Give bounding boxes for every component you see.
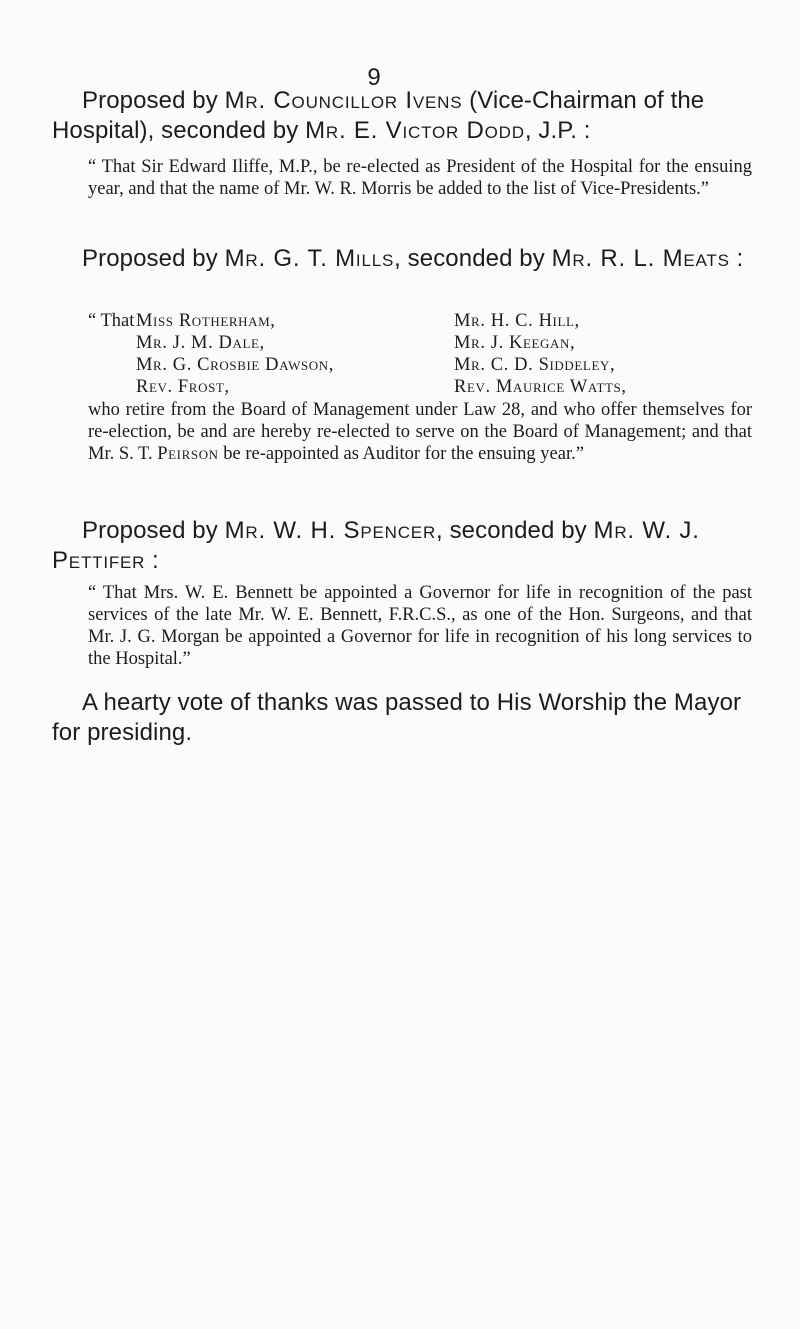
name-item: Rev. Frost,: [136, 377, 230, 397]
name-item: Rev. Maurice Watts,: [454, 377, 627, 397]
quote-open: “ That: [88, 311, 135, 331]
name-item: Mr. J. Keegan,: [454, 333, 576, 353]
lead-suffix-3: :: [145, 547, 159, 574]
lead-middle-1: (Vice-Chairman of the Hospital), seconded by: [52, 87, 705, 144]
lead-middle-3: , seconded by: [436, 517, 594, 544]
proposer-name-3: Mr. W. H. Spencer: [224, 517, 437, 544]
closing-paragraph: A hearty vote of thanks was passed to His Worship the Mayor for presiding.: [52, 689, 742, 746]
resolution-2-before: who retire from the Board of Management under Law 28, and who offer themselves for re-election, be and are hereby re-elected to serve on the Board of Management; and that Mr. S. T.: [88, 400, 752, 464]
resolution-1: “ That Sir Edward Iliffe, M.P., be re-elected as President of the Hospital for the ensuing year, and that the name of Mr. W. R. Morris be added to the list of Vice-Presidents.”: [88, 157, 752, 199]
names-left-column: [136, 310, 334, 398]
resolution-3: “ That Mrs. W. E. Bennett be appointed a Governor for life in recognition of the past services of the late Mr. W. E. Bennett, F.R.C.S., as one of the Hon. Surgeons, and that Mr. J. G. Morgan be appointed a Governor for life in recognition of his long services to the Hospital.”: [88, 583, 752, 669]
lead-prefix-3: Proposed by: [82, 517, 225, 544]
lead-prefix-1: Proposed by: [82, 87, 225, 114]
proposer-name-2: Mr. G. T. Mills: [224, 245, 395, 272]
lead-suffix-1: , J.P. :: [524, 117, 591, 144]
name-item: Mr. G. Crosbie Dawson,: [136, 355, 334, 375]
resolution-2-after: be re-appointed as Auditor for the ensuing year.”: [218, 444, 584, 464]
name-item: Mr. H. C. Hill,: [454, 311, 580, 331]
auditor-name: Peirson: [157, 444, 219, 464]
page-number: 9: [367, 64, 381, 91]
name-item: Mr. C. D. Siddeley,: [454, 355, 616, 375]
lead-prefix-2: Proposed by: [82, 245, 225, 272]
resolution-2: [88, 399, 752, 465]
proposal-lead-1: [52, 86, 752, 146]
proposal-lead-2: [52, 244, 752, 274]
name-item: Mr. J. M. Dale,: [136, 333, 265, 353]
seconder-name-1: Mr. E. Victor Dodd: [305, 117, 525, 144]
name-item: Miss Rotherham,: [136, 311, 276, 331]
proposal-lead-3: [52, 516, 752, 576]
seconder-name-2: Mr. R. L. Meats: [551, 245, 730, 272]
lead-suffix-2: :: [729, 245, 744, 272]
proposer-name-1: Mr. Councillor Ivens: [224, 87, 463, 114]
lead-middle-2: , seconded by: [394, 245, 552, 272]
re-elected-names: [88, 310, 752, 400]
seconder-name-3: Mr. W. J. Pettifer: [52, 517, 700, 574]
names-right-column: [454, 310, 627, 398]
